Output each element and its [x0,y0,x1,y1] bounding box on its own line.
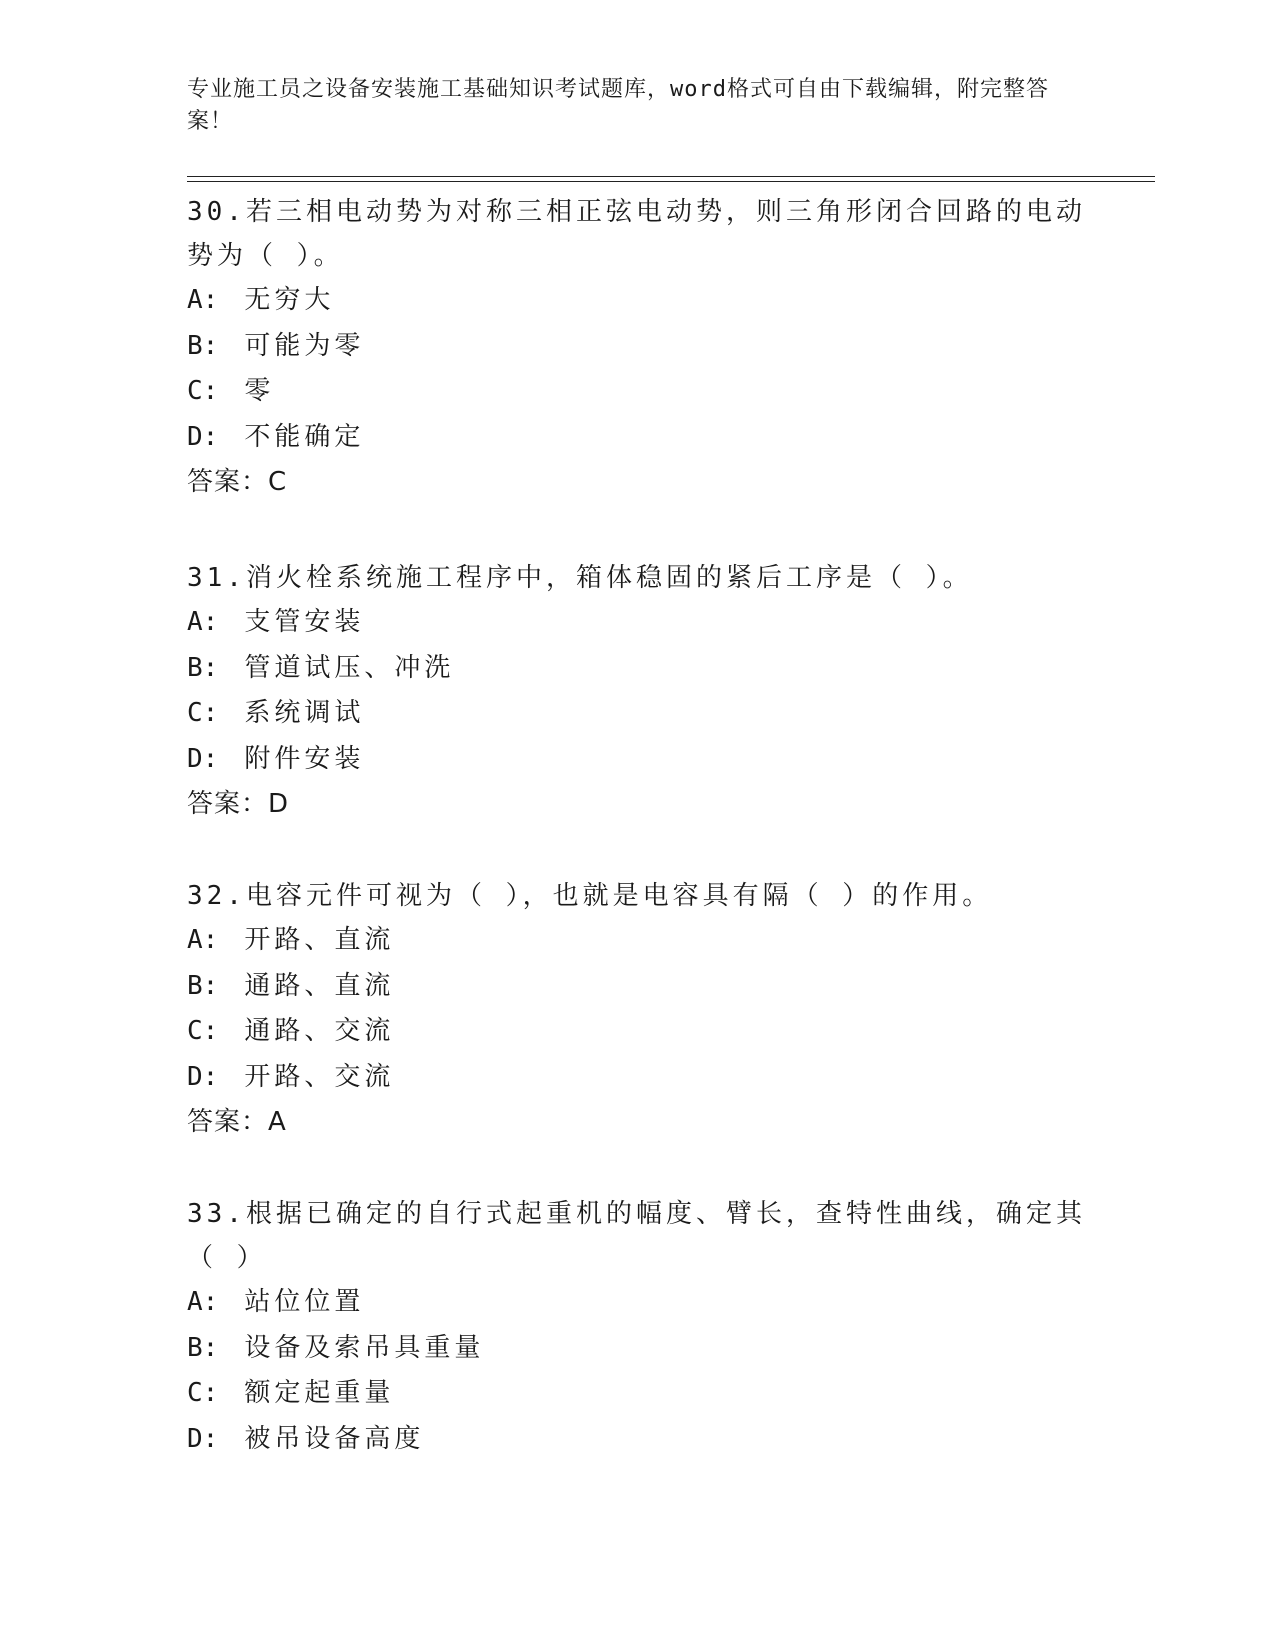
option-b [187,1326,1087,1372]
option-text: 可能为零 [244,330,365,361]
option-b [187,324,1087,370]
option-a [187,600,1087,646]
option-a [187,1280,1087,1326]
option-key: B: [187,652,219,683]
option-key: A: [187,1287,219,1317]
option-text: 系统调试 [244,698,365,728]
answer-line: 答案：A [187,1107,287,1137]
option-key: C: [187,1016,219,1046]
option-c [187,1009,1087,1055]
option-a [187,278,1087,324]
header-divider-top [187,176,1155,177]
question-30 [187,190,1087,505]
option-key: C: [187,698,219,728]
option-text: 无穷大 [244,285,335,315]
option-key: B: [187,970,219,1001]
option-text: 通路、交流 [244,1016,395,1046]
option-text: 通路、直流 [244,970,395,1001]
option-key: C: [187,1378,219,1408]
option-d [187,737,1087,783]
option-a [187,918,1087,964]
option-text: 开路、交流 [244,1061,395,1092]
option-d [187,1417,1087,1463]
option-text: 支管安装 [244,607,365,637]
option-key: C: [187,376,219,406]
option-b [187,964,1087,1010]
option-c [187,691,1087,737]
question-stem: 31.消火栓系统施工程序中，箱体稳固的紧后工序是（ ）。 [187,563,973,593]
question-stem: 32.电容元件可视为（ ），也就是电容具有隔（ ）的作用。 [187,881,993,911]
option-text: 开路、直流 [244,925,395,955]
option-key: D: [187,1423,219,1454]
option-key: A: [187,607,219,637]
option-key: A: [187,925,219,955]
option-text: 被吊设备高度 [244,1423,425,1454]
option-key: D: [187,421,219,452]
question-31 [187,556,1087,827]
option-text: 附件安装 [244,743,365,774]
option-key: A: [187,285,219,315]
option-key: D: [187,1061,219,1092]
header-divider-bottom [187,181,1155,182]
option-key: D: [187,743,219,774]
option-d [187,415,1087,461]
option-d [187,1055,1087,1101]
answer-line: 答案：C [187,467,288,497]
option-key: B: [187,330,219,361]
document-header: 专业施工员之设备安装施工基础知识考试题库，word格式可自由下载编辑，附完整答案！ [187,77,1049,134]
question-32 [187,874,1087,1145]
question-stem: 30.若三相电动势为对称三相正弦电动势，则三角形闭合回路的电动势为（ ）。 [187,197,1086,271]
question-33 [187,1192,1087,1462]
option-text: 设备及索吊具重量 [244,1332,485,1363]
option-text: 管道试压、冲洗 [244,652,455,683]
option-c [187,1371,1087,1417]
option-text: 零 [244,376,275,406]
option-text: 不能确定 [244,421,365,452]
answer-line: 答案：D [187,789,290,819]
option-b [187,646,1087,692]
option-text: 额定起重量 [244,1378,395,1408]
option-key: B: [187,1332,219,1363]
option-text: 站位位置 [244,1287,365,1317]
question-stem: 33.根据已确定的自行式起重机的幅度、臂长，查特性曲线，确定其（ ） [187,1199,1086,1273]
option-c [187,369,1087,415]
